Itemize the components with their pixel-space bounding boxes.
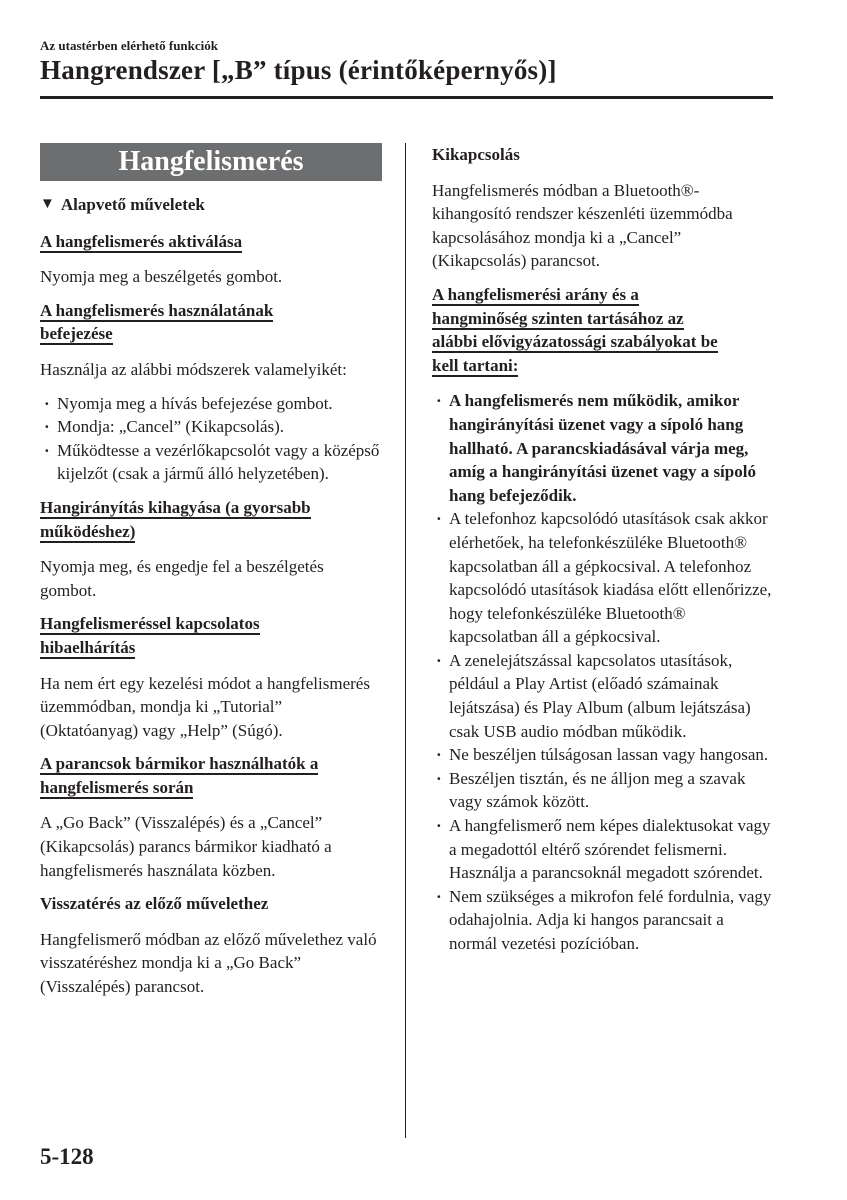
section-heading-line: hibaelhárítás — [40, 637, 136, 657]
list-item: · Működtesse a vezérlőkapcsolót vagy a középső kijelzőt (csak a jármű álló helyzetében). — [40, 439, 382, 486]
section-heading — [40, 230, 382, 254]
list-item: · A telefonhoz kapcsolódó utasítások csak akkor elérhetőek, ha telefonkészüléke Bluetooth® kapcsolatban áll a gépkocsival. A telefonhoz kapcsolódó utasítások kiadása előtt ellenőrizze, hogy telefonkészüléke Bluetooth® kapcsolatban áll a gépkocsival. — [432, 507, 774, 649]
page-number: 5-128 — [40, 1144, 94, 1169]
subheading — [40, 193, 382, 217]
paragraph: Nyomja meg, és engedje fel a beszélgetés gombot. — [40, 557, 324, 600]
list-item: · Mondja: „Cancel” (Kikapcsolás). — [40, 415, 382, 439]
section-heading-line: Hangirányítás kihagyása (a gyorsabb — [40, 497, 311, 517]
section-heading-line: A hangfelismerési arány és a — [432, 284, 639, 304]
title-rule — [40, 96, 773, 99]
column-divider — [405, 143, 406, 1138]
triangle-down-icon: ▼ — [40, 196, 55, 212]
section-heading — [432, 283, 774, 377]
list-item: · Nyomja meg a hívás befejezése gombot. — [40, 392, 382, 416]
section-heading — [40, 299, 382, 346]
paragraph: Ha nem ért egy kezelési módot a hangfelismerés üzemmódban, mondja ki „Tutorial” (Oktatóanyag) vagy „Help” (Súgó). — [40, 673, 370, 740]
paragraph: Hangfelismerő módban az előző művelethez való visszatéréshez mondja ki a „Go Back” (Visszalépés) parancsot. — [40, 929, 377, 997]
section-heading-line: A hangfelismerés használatának — [40, 300, 274, 320]
chapter-label: Az utastérben elérhető funkciók — [40, 38, 219, 53]
paragraph: Nyomja meg a beszélgetés gombot. — [40, 267, 283, 287]
subheading-label: Alapvető műveletek — [60, 195, 205, 214]
list-item: · A zenelejátszással kapcsolatos utasítások, például a Play Artist (előadó számainak lejátszása) és Play Album (album lejátszása) csak USB audio módban működik. — [432, 649, 774, 743]
section-heading-line: A hangfelismerés aktiválása — [40, 231, 243, 251]
paragraph: Hangfelismerés módban a Bluetooth®-kihangosító rendszer készenléti üzemmódba kapcsolásához mondja ki a „Cancel” (Kikapcsolás) parancsot. — [432, 180, 733, 271]
section-heading-line: A parancsok bármikor használhatók a — [40, 754, 319, 774]
list-item: · Ne beszéljen túlságosan lassan vagy hangosan. — [432, 743, 774, 767]
section-heading — [40, 612, 382, 659]
section-heading-line: hangfelismerés során — [40, 777, 194, 797]
bullet-list — [432, 389, 774, 955]
section-heading-line: kell tartani: — [432, 355, 519, 375]
page-title: Hangrendszer [„B” típus (érintőképernyős)] — [40, 55, 557, 85]
right-blocks — [432, 143, 774, 956]
list-item: · Beszéljen tisztán, és ne álljon meg a szavak vagy számok között. — [432, 767, 774, 814]
paragraph: Használja az alábbi módszerek valamelyikét: — [40, 359, 347, 379]
paragraph: A „Go Back” (Visszalépés) és a „Cancel” (Kikapcsolás) parancs bármikor kiadható a hangfelismerés használata közben. — [40, 813, 332, 880]
section-heading-line: alábbi elővigyázatossági szabályokat be — [432, 332, 718, 352]
section-heading-line: működéshez) — [40, 521, 136, 541]
left-column — [40, 143, 382, 1009]
right-column — [432, 143, 774, 966]
left-blocks — [40, 230, 382, 999]
list-item: · Nem szükséges a mikrofon felé fordulnia, vagy odahajolnia. Adja ki hangos parancsait a normál vezetési pozícióban. — [432, 885, 774, 956]
section-heading-line: hangminőség szinten tartásához az — [432, 308, 684, 328]
list-item: · A hangfelismerés nem működik, amikor hangirányítási üzenet vagy a sípoló hang hallható. A parancskiadásával várja meg, amíg a hangirányítási üzenet vagy a sípoló hang befejeződik. — [432, 389, 774, 507]
section-heading-line: Hangfelismeréssel kapcsolatos — [40, 614, 260, 634]
bullet-list — [40, 392, 382, 486]
section-heading: Kikapcsolás — [432, 145, 520, 164]
section-heading: Visszatérés az előző művelethez — [40, 894, 269, 914]
section-heading-line: befejezése — [40, 324, 113, 344]
list-item: · A hangfelismerő nem képes dialektusokat vagy a megadottól eltérő szórendet felismerni. Használja a parancsoknál megadott szórendet. — [432, 814, 774, 885]
section-title-box: Hangfelismerés — [40, 143, 382, 181]
section-heading — [40, 496, 382, 543]
section-heading — [40, 752, 382, 799]
